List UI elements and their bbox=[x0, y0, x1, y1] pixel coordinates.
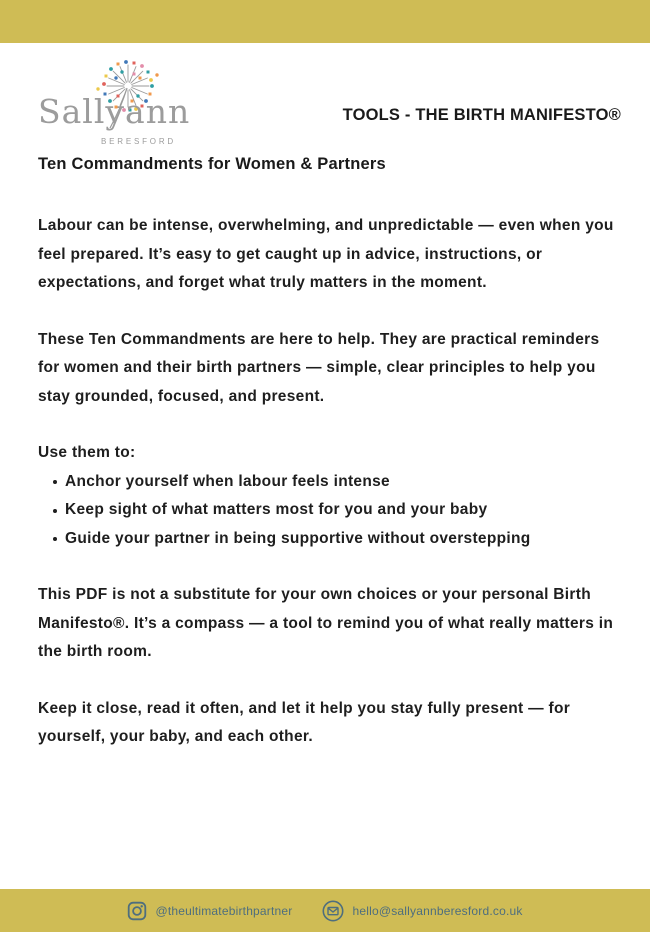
document-title: TOOLS - THE BIRTH MANIFESTO® bbox=[342, 106, 621, 124]
email-address: hello@sallyannberesford.co.uk bbox=[352, 903, 523, 918]
page-heading: Ten Commandments for Women & Partners bbox=[38, 155, 386, 173]
list-intro: Use them to: bbox=[38, 444, 136, 461]
paragraph-commandments: These Ten Commandments are here to help. They are practical reminders for women and their birth partners — simple, clear principles to help you stay grounded, focused, and present. bbox=[38, 330, 600, 405]
use-them-list bbox=[38, 468, 614, 554]
brand-logo bbox=[38, 56, 198, 151]
paragraph-disclaimer: This PDF is not a substitute for your own choices or your personal Birth Manifesto®. It’s a compass — a tool to remind you of what really matters in the birth room. bbox=[38, 586, 614, 660]
list-item: Keep sight of what matters most for you and your baby bbox=[38, 496, 614, 525]
paragraph-intro: Labour can be intense, overwhelming, and unpredictable — even when you feel prepared. It’s easy to get caught up in advice, instructions, or expectations, and forget what truly matters in the moment. bbox=[38, 217, 614, 291]
document-body bbox=[38, 154, 614, 752]
logo-subtitle: BERESFORD bbox=[101, 137, 176, 146]
email-contact[interactable] bbox=[322, 900, 522, 922]
list-item: Anchor yourself when labour feels intense bbox=[38, 468, 614, 497]
top-accent-bar bbox=[0, 0, 650, 43]
instagram-handle: @theultimatebirthpartner bbox=[155, 903, 293, 918]
paragraph-closing: Keep it close, read it often, and let it help you stay fully present — for yourself, your baby, and each other. bbox=[38, 699, 571, 745]
instagram-icon bbox=[127, 901, 147, 921]
footer bbox=[0, 889, 650, 932]
instagram-contact[interactable] bbox=[127, 901, 292, 921]
email-icon bbox=[322, 900, 344, 922]
list-item: Guide your partner in being supportive without overstepping bbox=[38, 525, 614, 554]
logo-wordmark: Sallyann bbox=[38, 92, 191, 131]
